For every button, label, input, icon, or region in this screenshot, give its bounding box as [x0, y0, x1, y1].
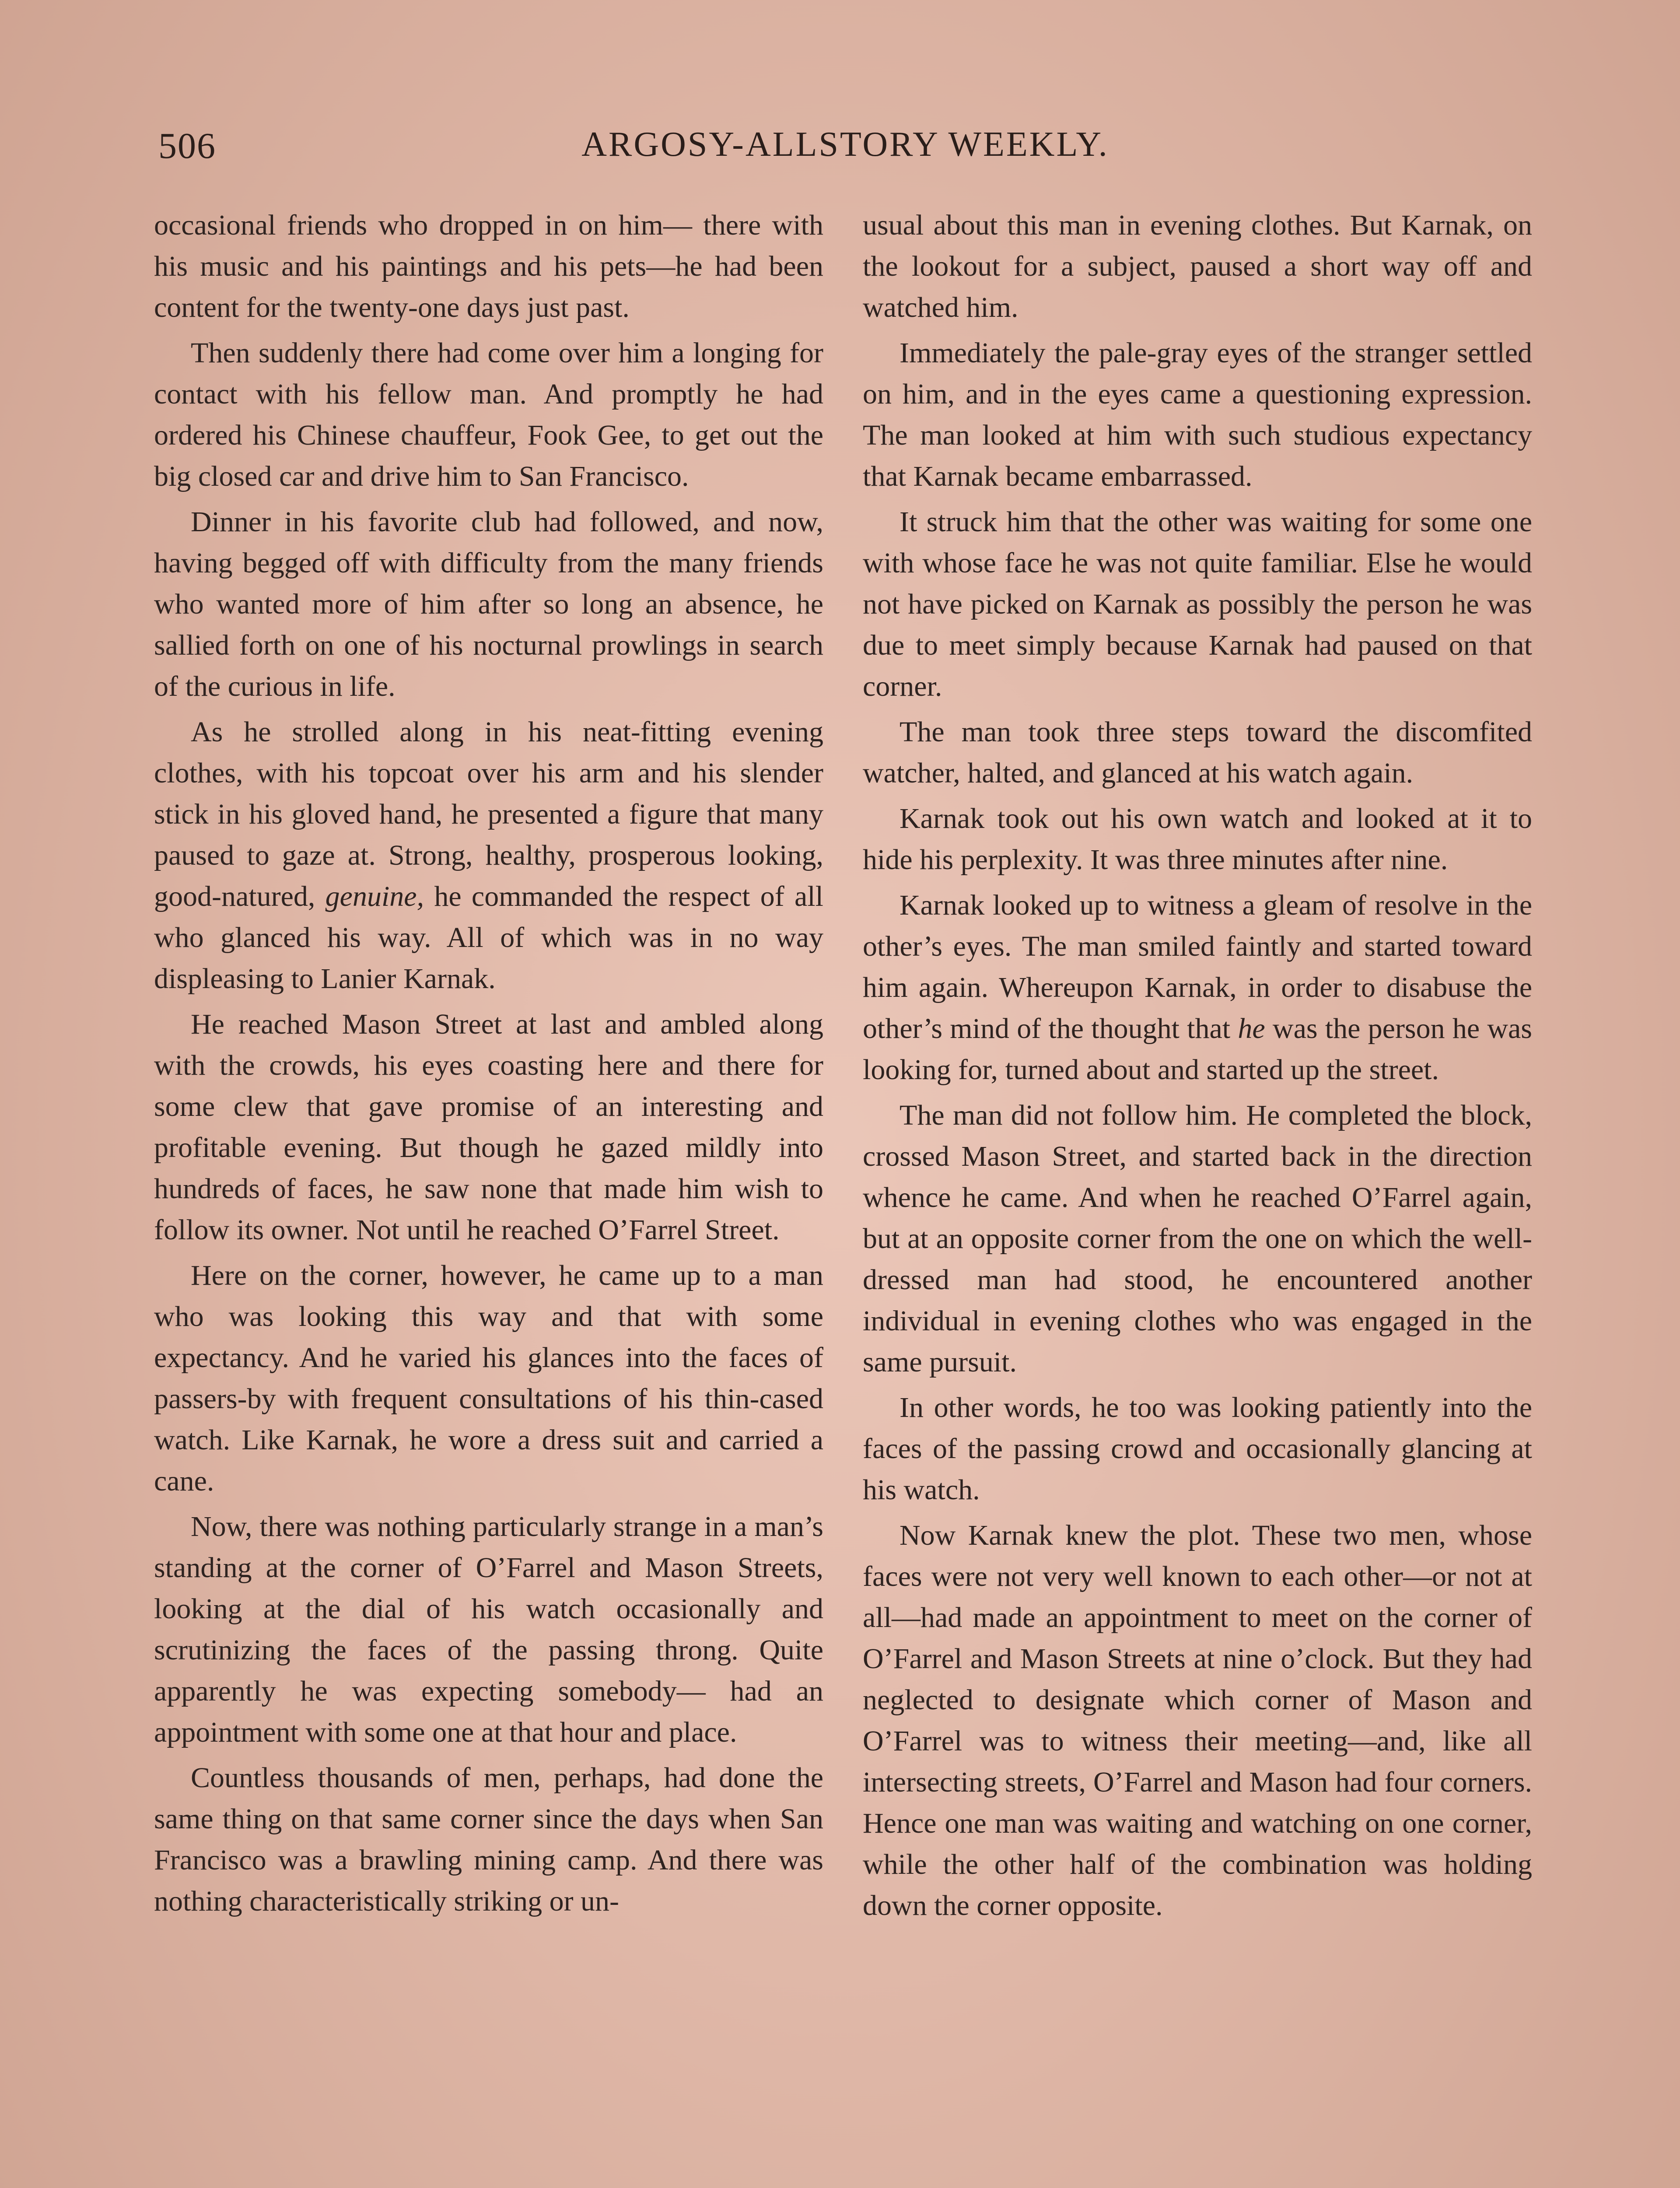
paragraph: Karnak took out his own watch and looked at it to hide his perplexity. It was three minutes after nine. [863, 803, 1532, 876]
paragraph: The man took three steps toward the discomfited watcher, halted, and glanced at his watch again. [863, 716, 1532, 789]
right-column [863, 205, 1532, 1931]
paragraph: It struck him that the other was waiting for some one with whose face he was not quite familiar. Else he would not have picked on Karnak as possibly the person he was due to meet simply because Karnak had paused on that corner. [863, 506, 1532, 702]
left-column [154, 205, 823, 1926]
paragraph: In other words, he too was looking patiently into the faces of the passing crowd and occasionally glancing at his watch. [863, 1392, 1532, 1506]
paragraph: Then suddenly there had come over him a longing for contact with his fellow man. And promptly he had ordered his Chinese chauffeur, Fook Gee, to get out the big closed car and drive him to San Francisco. [154, 337, 823, 492]
paragraph: Countless thousands of men, perhaps, had done the same thing on that same corner since the days when San Francisco was a brawling mining camp. And there was nothing characteristically striking or un- [154, 1762, 823, 1917]
running-head: ARGOSY-ALLSTORY WEEKLY. [581, 125, 1109, 164]
paragraph: Immediately the pale-gray eyes of the stranger settled on him, and in the eyes came a questioning expression. The man looked at him with such studious expectancy that Karnak became embarrassed. [863, 337, 1532, 492]
paragraph: occasional friends who dropped in on him— there with his music and his paintings and his pets—he had been content for the twenty-one days just past. [154, 209, 823, 323]
paragraph: Dinner in his favorite club had followed, and now, having begged off with difficulty from the many friends who wanted more of him after so long an absence, he sallied forth on one of his nocturnal prowlings in search of the curious in life. [154, 506, 823, 702]
paragraph: usual about this man in evening clothes. But Karnak, on the lookout for a subject, paused a short way off and watched him. [863, 209, 1532, 323]
paragraph: He reached Mason Street at last and ambled along with the crowds, his eyes coasting here and there for some clew that gave promise of an interesting and profitable evening. But though he gazed mildly into hundreds of faces, he saw none that made him wish to follow its owner. Not until he reached O’Farrel Street. [154, 1008, 823, 1246]
paragraph: Here on the corner, however, he came up to a man who was looking this way and that with some expectancy. And he varied his glances into the faces of passers-by with frequent consultations of his thin-cased watch. Like Karnak, he wore a dress suit and carried a cane. [154, 1259, 823, 1497]
page-header [158, 125, 1532, 186]
page-number: 506 [158, 126, 216, 166]
paragraph: Karnak looked up to witness a gleam of resolve in the other’s eyes. The man smiled faintly and started toward him again. Whereupon Karnak, in order to disabuse the other’s mind of the thought that he was the person he was looking for, turned about and started up the street. [863, 889, 1532, 1086]
paragraph: As he strolled along in his neat-fitting evening clothes, with his topcoat over his arm and his slender stick in his gloved hand, he presented a figure that many paused to gaze at. Strong, healthy, prosperous looking, good-natured, genuine, he commanded the respect of all who glanced his way. All of which was in no way displeasing to Lanier Karnak. [154, 716, 823, 995]
paragraph: Now Karnak knew the plot. These two men, whose faces were not very well known to each other—or not at all—had made an appointment to meet on the corner of O’Farrel and Mason Streets at nine o’clock. But they had neglected to designate which corner of Mason and O’Farrel was to witness their meeting—and, like all intersecting streets, O’Farrel and Mason had four corners. Hence one man was waiting and watching on one corner, while the other half of the combination was holding down the corner opposite. [863, 1519, 1532, 1922]
paragraph: The man did not follow him. He completed the block, crossed Mason Street, and started back in the direction whence he came. And when he reached O’Farrel again, but at an opposite corner from the one on which the well-dressed man had stood, he encountered another individual in evening clothes who was engaged in the same pursuit. [863, 1099, 1532, 1378]
paragraph: Now, there was nothing particularly strange in a man’s standing at the corner of O’Farrel and Mason Streets, looking at the dial of his watch occasionally and scrutinizing the faces of the passing throng. Quite apparently he was expecting somebody— had an appointment with some one at that hour and place. [154, 1511, 823, 1748]
